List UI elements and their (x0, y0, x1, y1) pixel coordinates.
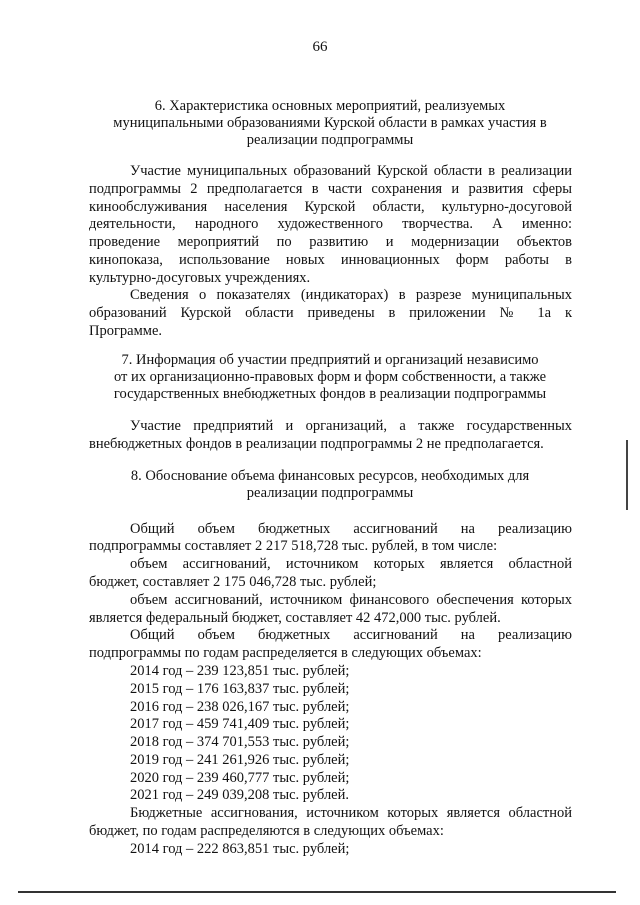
text-line: деятельности, народного художественного творчества. А именно: (89, 216, 572, 232)
text-line: культурно-досуговых учреждениях. (89, 270, 311, 286)
list-item: 2021 год – 249 039,208 тыс. рублей. (130, 787, 350, 803)
text-line: Участие предприятий и организаций, а также государственных (130, 418, 572, 434)
text-line: бюджет, по годам распределяются в следующих объемах: (89, 823, 444, 839)
text-line: объем ассигнований, источником финансового обеспечения которых (130, 592, 572, 608)
scan-edge-mark (626, 440, 628, 510)
heading-line: 7. Информация об участии предприятий и организаций независимо (121, 352, 539, 368)
heading-line: 8. Обоснование объема финансовых ресурсов, необходимых для (130, 468, 530, 484)
list-item: 2014 год – 239 123,851 тыс. рублей; (130, 663, 350, 679)
text-line: проведение мероприятий по развитию и модернизации объектов (89, 234, 572, 250)
text-line: подпрограммы 2 предполагается в части сохранения и развития сферы (89, 181, 572, 197)
section-6-heading (96, 98, 564, 149)
list-item: 2019 год – 241 261,926 тыс. рублей; (130, 752, 350, 768)
list-item: 2015 год – 176 163,837 тыс. рублей; (130, 681, 350, 697)
heading-line: 6. Характеристика основных мероприятий, реализуемых (154, 98, 506, 114)
list-item: 2017 год – 459 741,409 тыс. рублей; (130, 716, 350, 732)
list-item: 2016 год – 238 026,167 тыс. рублей; (130, 699, 350, 715)
text-line: является федеральный бюджет, составляет 42 472,000 тыс. рублей. (89, 610, 501, 626)
list-item: 2018 год – 374 701,553 тыс. рублей; (130, 734, 350, 750)
text-line: кинопоказа, использование новых инновационных форм работы в (89, 252, 572, 268)
heading-line: от их организационно-правовых форм и форм собственности, а также (113, 369, 547, 385)
scan-bottom-rule (18, 891, 616, 893)
text-line: внебюджетных фондов в реализации подпрограммы 2 не предполагается. (89, 436, 544, 452)
text-line: Общий объем бюджетных ассигнований на реализацию (130, 627, 572, 643)
text-line: подпрограммы составляет 2 217 518,728 тыс. рублей, в том числе: (89, 538, 498, 554)
text-line: бюджет, составляет 2 175 046,728 тыс. рублей; (89, 574, 377, 590)
heading-line: муниципальными образованиями Курской области в рамках участия в (113, 115, 547, 131)
page-number: 66 (312, 39, 328, 55)
section-8-heading (96, 468, 564, 502)
text-line: Программе. (89, 323, 163, 339)
list-item: 2014 год – 222 863,851 тыс. рублей; (130, 841, 350, 857)
text-line: подпрограммы по годам распределяется в следующих объемах: (89, 645, 482, 661)
list-item: 2020 год – 239 460,777 тыс. рублей; (130, 770, 350, 786)
text-line: Сведения о показателях (индикаторах) в разрезе муниципальных (130, 287, 572, 303)
text-line: Бюджетные ассигнования, источником которых является областной (130, 805, 572, 821)
text-line: объем ассигнований, источником которых является областной (130, 556, 572, 572)
text-line: образований Курской области приведены в приложении № 1а к (89, 305, 572, 321)
heading-line: реализации подпрограммы (246, 485, 414, 501)
text-line: Участие муниципальных образований Курской области в реализации (130, 163, 572, 179)
text-line: кинообслуживания населения Курской области, культурно-досуговой (89, 199, 572, 215)
section-7-heading (86, 352, 574, 403)
text-line: Общий объем бюджетных ассигнований на реализацию (130, 521, 572, 537)
heading-line: государственных внебюджетных фондов в реализации подпрограммы (113, 386, 547, 402)
heading-line: реализации подпрограммы (246, 132, 414, 148)
